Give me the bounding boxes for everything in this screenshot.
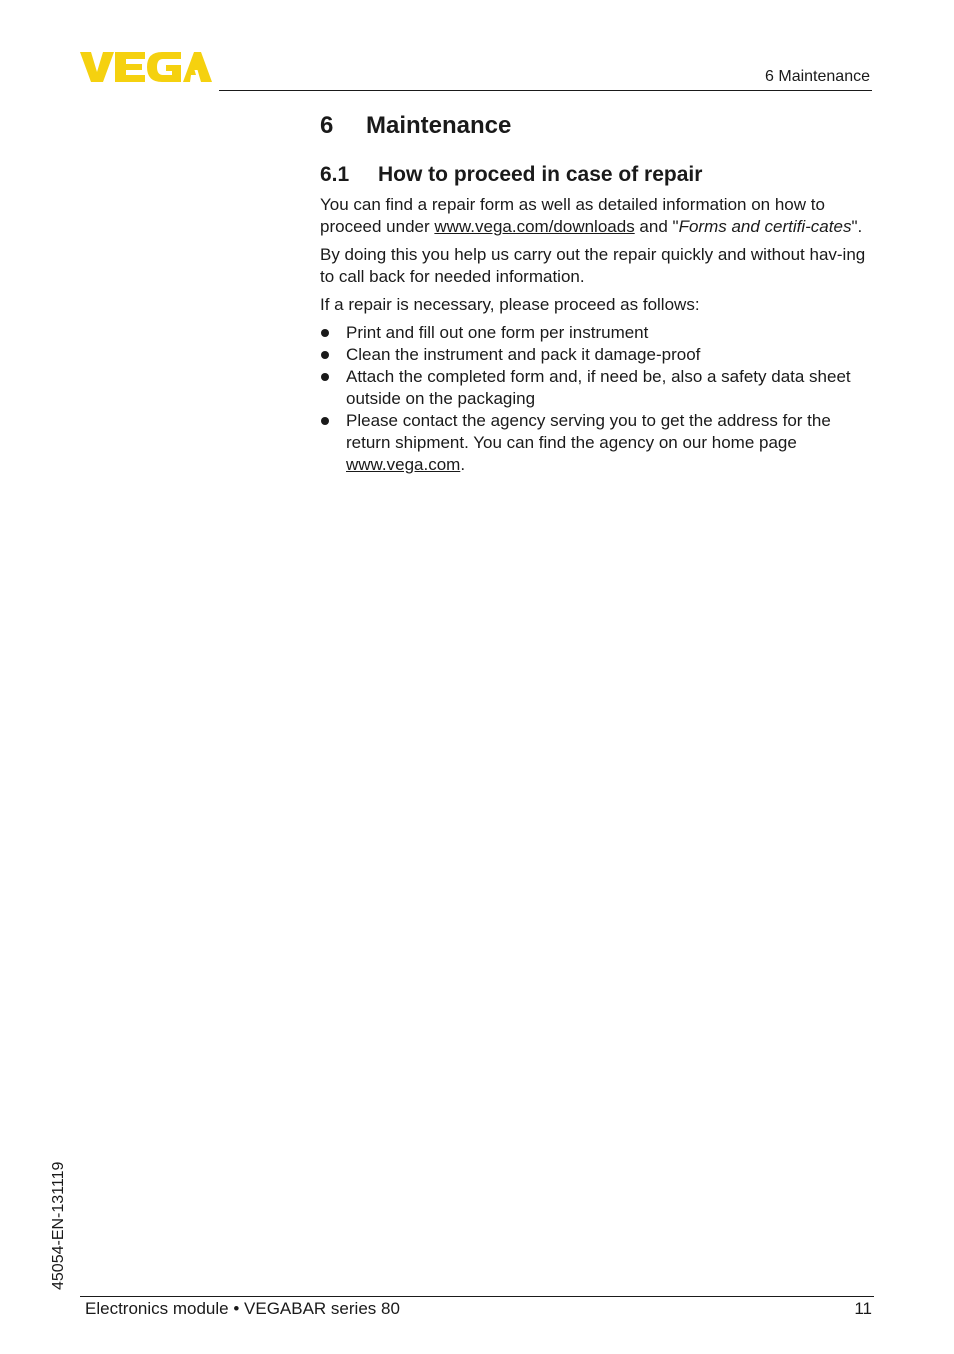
list-item-text: . [460, 455, 466, 474]
vega-home-link[interactable]: www.vega.com [346, 455, 461, 474]
list-item [320, 344, 872, 366]
bullet-icon [321, 417, 329, 425]
paragraph-help: By doing this you help us carry out the repair quickly and without hav-ing to call back for needed information. [320, 245, 866, 286]
section-title: How to proceed in case of repair [378, 163, 703, 186]
repair-steps-list [320, 322, 872, 476]
paragraph-repair-form [320, 194, 872, 238]
downloads-link[interactable]: www.vega.com/downloads [434, 217, 635, 236]
list-item-text: Print and fill out one form per instrument [346, 323, 649, 342]
list-item [320, 366, 872, 410]
bullet-icon [321, 351, 329, 359]
list-item [320, 322, 872, 344]
paragraph-text: You can find a repair form as well as detailed information on how to proceed under [320, 195, 825, 236]
chapter-title: Maintenance [366, 112, 512, 139]
document-code: 45054-EN-131119 [50, 1161, 67, 1290]
header-rule [219, 90, 872, 91]
list-item-text: Please contact the agency serving you to get the address for the return shipment. You can find the agency on our home page [346, 411, 831, 452]
footer-doc-title: Electronics module • VEGABAR series 80 [85, 1299, 400, 1318]
list-item-text: Attach the completed form and, if need be, also a safety data sheet outside on the packaging [346, 367, 851, 408]
section-heading [320, 162, 872, 188]
forms-certificates-label: Forms and certifi-cates [678, 217, 852, 236]
footer-rule [80, 1296, 874, 1297]
paragraph-text: ". [851, 217, 863, 236]
page-number: 11 [854, 1299, 872, 1318]
vega-logo [80, 50, 212, 84]
paragraph-proceed: If a repair is necessary, please proceed as follows: [320, 295, 700, 314]
list-item [320, 410, 872, 476]
bullet-icon [321, 373, 329, 381]
section-number: 6.1 [320, 163, 350, 186]
list-item-text: Clean the instrument and pack it damage-proof [346, 345, 701, 364]
bullet-icon [321, 329, 329, 337]
main-content [320, 110, 872, 476]
chapter-heading [320, 110, 872, 142]
paragraph-text: and " [634, 217, 679, 236]
chapter-number: 6 [320, 112, 334, 139]
running-header: 6 Maintenance [765, 68, 870, 85]
